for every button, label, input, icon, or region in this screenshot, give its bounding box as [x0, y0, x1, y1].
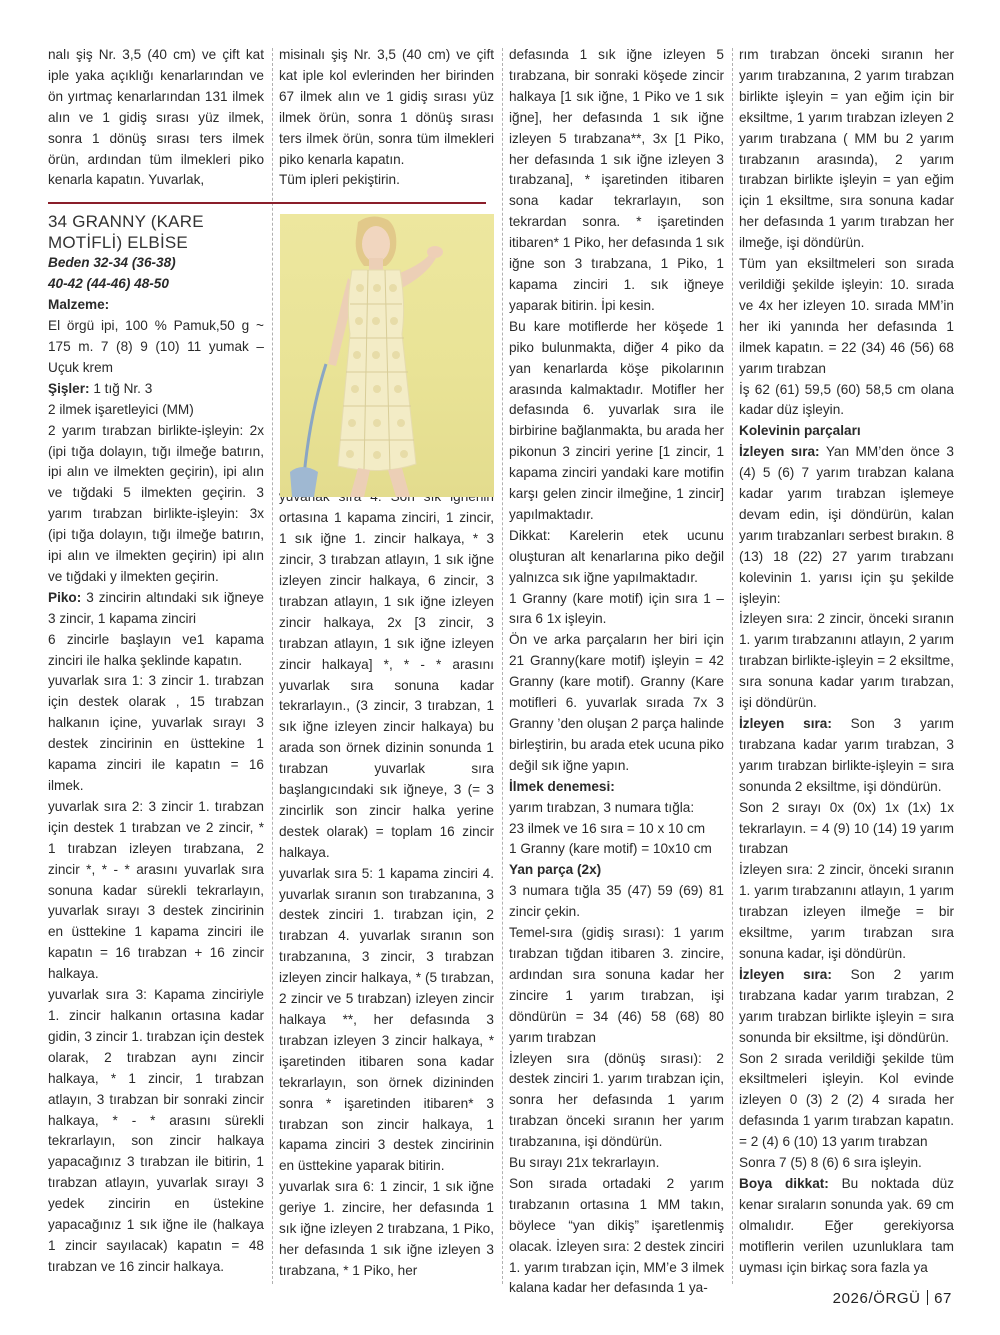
face-shape [362, 226, 390, 262]
column-separator [502, 48, 503, 1284]
intro-paragraph: nalı şiş Nr. 3,5 (40 cm) ve çift kat iple yaka açıklığı kenarlarından ve ön yırtmaç kenarlarından 131 ilmek alın ve 1 gidiş sırası yüz ilmek, sonra 1 dönüş sırası ters ilmek örün, ardından tüm ilmekleri piko kenarla kapatın. Yuvarlak, [48, 47, 264, 188]
column-separator [732, 48, 733, 1284]
decrease-continued: rım tırabzan önceki sıranın her yarım tırabzanına, 2 yarım tırabzan birlikte işleyin = yan eğim için bir eksiltme, 1 yarım tırabzan izleyen 2 yarım tırabzana ( MM bu 2 yarım tırabzanın arasında), 2 yarım tırabzan birlikte işleyin = yan eğim için 1 eksiltme, sıra sonuna kadar her defasında 1 yarım tırabzan her ilmeğe, işi döndürün. [739, 47, 954, 251]
side-piece-text-2: Temel-sıra (gidiş sırası): 1 yarım tırabzan tığdan itibaren 3. zincire, ardından sıra sonuna kadar her zincire 1 yarım tırabzan, işi döndürün = 34 (46) 58 (68) 80 yarım tırabzan [509, 925, 724, 1045]
folio-divider [927, 1290, 929, 1305]
granny-rounds-text: 1 Granny (kare motif) için sıra 1 – sıra 6 1x işleyin. [509, 590, 724, 627]
decrease-instructions: 2 yarım tırabzan birlikte-işleyin: 2x (ipi tığa dolayın, tığı ilmeğe batırın, ipi alın ve ilmekten geçirin), ipi alın ve tığdaki 5 ilmekten geçirin. 3 yarım tırabzan birlikte-işleyin: 3x (ipi tığa dolayın, tığı ilmeğe batırın, ipi alın ve ilmekten geçirin) ipi alın ve tığdaki y ilmekten geçirin. [48, 422, 264, 584]
side-piece-heading: Yan parça (2x) [509, 862, 602, 878]
page-number: 67 [934, 1290, 952, 1307]
armhole-decreases-text: Son 2 sırada verildiği şekilde tüm eksiltmeleri işleyin. Kol evinde izleyen 0 (3) 2 (2) 4 sırada her defasında 1 yarım tırabzan kapatın. = 2 (4) 6 (10) 13 yarım tırabzan [739, 1050, 954, 1150]
side-piece-text-1: 3 numara tığla 35 (47) 59 (69) 81 zincir çekin. [509, 883, 724, 920]
left-leg-shape [350, 468, 370, 497]
model-illustration [280, 214, 494, 497]
model-photo [280, 214, 494, 497]
straight-rows-text: Sonra 7 (5) 8 (6) 6 sıra işleyin. [739, 1155, 922, 1171]
ring-instructions: 6 zincirle başlayın ve1 kapama zinciri ile halka şeklinde kapatın. [48, 631, 264, 668]
armhole-row-4: İzleyen sıra: 2 zincir, önceki sıranın 1. yarım tırabzanını atlayın, 1 yarım tırabzan izleyen ilmeğe = bir eksiltme, yarım tırabzan sıra sonuna kadar, işi döndürün. [739, 862, 954, 961]
attention-note: Dikkat: Karelerin etek ucunu oluşturan alt kenarlarına piko değil yalnızca sık iğne yapılmaktadır. [509, 527, 724, 585]
round-2: yuvarlak sıra 2: 3 zincir 1. tırabzan için destek 1 tırabzan ve 2 zincir, * 1 tırabzan izleyen tırabzana, 2 zincir *, * - * arasını yuvarlak sıra sonuna kadar sürekli tekrarlayın, yuvarlak sırayı 3 destek zincirinin en üsttekine 1 kapama zinciri ile kapatın = 16 tırabzan + 16 zincir halkaya. [48, 798, 264, 982]
right-leg-shape [388, 468, 410, 497]
round-6-continued: defasında 1 sık iğne izleyen 5 tırabzana, bir sonraki köşede zincir halkaya [1 sık iğne, 1 Piko ve 1 sık iğne], her defasında 1 sık iğne izleyen 5 tırabzana**, 3x [1 Piko, her defasında 1 sık iğne izleyen 3 tırabzana], * işaretinden itibaren sona kadar tekrarlayın, son tekrardan sonra. * işaretinden itibaren* 1 Piko, her defasında 1 sık iğne son 3 tırabzana, 1 Piko, 1 kapama zinciri 1. sık iğneye yaparak bitirin. İpi kesin. [509, 47, 724, 313]
sizes-line-2: 40-42 (44-46) 48-50 [48, 276, 169, 292]
round-4: ortasına 1 kapama zinciri, 1 zincir, 1 sık iğne 1. zincir halkaya, * 3 zincir, 3 tırabzan atlayın, 1 sık iğne izleyen zincir halkaya, 6 zincir, 3 tırabzan atlayın, 1 sık iğne izleyen zincir halkaya, 2x [3 zincir, 3 tırabzan atlayın, 1 sık iğne izleyen zincir halkaya] *, * - * arasını yuvarlak sıra sonuna kadar tekrarlayın., (3 zincir, 3 tırabzan, 1 sık iğne izleyen zincir halkaya) bu arada son örnek dizinin sonunda 1 tırabzan yuvarlak sıra başlangıcındaki sık iğneye, 3 (= 3 zincirlik son zincir halka yerine destek olarak) = toplam 16 zincir halkaya. [279, 510, 494, 860]
column-4 [739, 45, 954, 1278]
secure-threads-text: Tüm ipleri pekiştirin. [279, 172, 400, 188]
gauge-line-1: yarım tırabzan, 3 numara tığla: [509, 799, 695, 815]
armhole-row-1: İzleyen sıra: Yan MM’den önce 3 (4) 5 (6) 7 yarım tırabzan kalana kadar yarım tırabzan işlemeye devam edin, işi döndürün, kalan yarım tırabzanları serbest bırakın. 8 (13) 18 (22) 27 yarım tırabzanı kolevinin 1. yarısı için şu şekilde işleyin: [739, 444, 954, 606]
round-6: yuvarlak sıra 6: 1 zincir, 1 sık iğne geriye 1. zincire, her defasında 1 sık iğne izleyen 2 tırabzana, 1 Piko, her defasında 1 sık iğne izleyen 3 tırabzana, * 1 Piko, her [279, 1179, 494, 1278]
side-decreases-text: Tüm yan eksiltmeleri son sırada verildiği şekilde işleyin: 10. sırada ve 4x her izleyen 10. sırada MM’in her iki yanında her defasında 1 ilmek kapatın. = 22 (34) 46 (56) 68 yarım tırabzan [739, 256, 954, 376]
column-separator [272, 48, 273, 1284]
front-back-text: Ön ve arka parçaların her biri için 21 Granny(kare motif) işleyin = 42 Granny (kare motif). Granny (Kare motifleri 6. yuvarlak sırada 7x 3 Granny ’den oluşan 2 parça halinde birleştirin, bu arada etek ucuna piko değil sık iğne yapın. [509, 632, 724, 773]
materials-heading: Malzeme: [48, 297, 110, 313]
round-3: yuvarlak sıra 3: Kapama zinciriyle 1. zincir halkanın ortasına kadar gidin, 3 zincir 1. tırabzan için destek olarak, 2 tırabzan aynı zincir halkaya, * 1 zincir, 1 tırabzan atlayın, 3 tırabzan bir sonraki zincir halkaya, * - * arasını sürekli tekrarlayın, son zincir halkaya yapacağınız 3 tırabzan ile bitirin, 1 tırabzan atlayın, yuvarlak sırayı 3 yedek zincirin en üstekine yapacağınız 1 sık iğne ile (halkaya 1 zincir sayılacak) kapatın = 48 tırabzan ve 16 zincir halkaya. [48, 987, 264, 1274]
side-piece-text-5: Son sırada ortadaki 2 yarım tırabzanın ortasına 1 MM takın, böylece “yan dikiş” işaretlenmiş olacak. İzleyen sıra: 2 destek zinciri 1. yarım tırabzan için, MM’e 3 ilmek kalana kadar her defasında 1 ya- [509, 1175, 724, 1296]
column-3 [509, 45, 724, 1299]
bag-strap-shape [304, 364, 326, 476]
needles-line: Şişler: 1 tığ Nr. 3 [48, 380, 153, 396]
straight-work-text: İş 62 (61) 59,5 (60) 58,5 cm olana kadar düz işleyin. [739, 381, 954, 418]
gauge-line-3: 1 Granny (kare motif) = 10x10 cm [509, 841, 712, 857]
armhole-row-3: İzleyen sıra: Son 3 yarım tırabzana kadar yarım tırabzan, 3 yarım tırabzan birlikte-işleyin = sıra sonunda 2 eksiltme, işi döndürün. [739, 716, 955, 794]
side-piece-text-4: Bu sırayı 21x tekrarlayın. [509, 1155, 660, 1171]
armhole-row-2: İzleyen sıra: 2 zincir, önceki sıranın 1. yarım tırabzanını atlayın, 2 yarım tırabzan birlikte-işleyin = 2 eksiltme, sıra sonuna kadar yarım tırabzan, işi döndürün. [739, 611, 954, 711]
materials-text: El örgü ipi, 100 % Pamuk,50 g ~ 175 m. 7 (8) 9 (10) 11 yumak – Uçuk krem [48, 318, 264, 375]
pattern-title: 34 GRANNY (KARE MOTİFLİ) ELBİSE [48, 212, 204, 253]
motif-join-text: Bu kare motiflerde her köşede 1 piko bulunmakta, diğer 4 piko da yan kenarlarda köşe pikolarının arasında kalmaktadır. Motifler her defasında 6. yuvarlak sıra ile birbirine bağlanmakta, bu arada her pikonun 3 zinciri yerine [1 zincir, 1 kapama zinciri yandaki kare motifin karşı gelen zincir ilmeğine, 1 zincir] yapılmaktadır. [509, 318, 724, 522]
piko-instructions: Piko: 3 zincirin altındaki sık iğneye 3 zincir, 1 kapama zinciri [48, 589, 264, 626]
length-note: Boya dikkat: Bu noktada düz kenar sıraların sonunda yak. 69 cm olmalıdır. Eğer gerekiyorsa motiflerin verilen uzunluklara tam uyması için birkaç sora fazla ya [739, 1175, 954, 1275]
armhole-heading: Kolevinin parçaları [739, 423, 861, 439]
sleeve-edge-text: misinalı şiş Nr. 3,5 (40 cm) ve çift kat iple kol evlerinden her birinden 67 ilmek alın ve 1 gidiş sırası yüz ilmek örün, sonra 1 dönüş sırası ters ilmek örün, sonra tüm ilmekleri piko kenarla kapatın. [279, 47, 494, 167]
round-5: yuvarlak sıra 5: 1 kapama zinciri 4. yuvarlak sıranın son tırabzanına, 3 destek zinciri 1. tırabzan için, 2 tırabzan 4. yuvarlak sıranın son tırabzanına, 3 zincir, 3 tırabzan izleyen zincir halkaya, * (5 tırabzan, 2 zincir ve 5 tırabzan) izleyen zincir halkaya **, her defasında 3 tırabzan izleyen 3 zincir halkaya, * işaretinden itibaren sona kadar tekrarlayın, son örnek dizininden sonra * işaretinden itibaren* 3 tırabzan son zincir halkaya, 1 kapama zinciri 3 destek zincirinin en üsttekine yaparak bitirin. [279, 865, 494, 1174]
markers-line: 2 ilmek işaretleyici (MM) [48, 401, 194, 417]
issue-label: 2026/ÖRGÜ [832, 1290, 921, 1307]
gauge-heading: İlmek denemesi: [509, 778, 615, 794]
repeat-rows-text: Son 2 sırayı 0x (0x) 1x (1x) 1x tekrarlayın. = 4 (9) 10 (14) 19 yarım tırabzan [739, 799, 954, 857]
page-folio [833, 1290, 952, 1307]
armhole-row-5: İzleyen sıra: Son 2 yarım tırabzana kadar yarım tırabzan, 2 yarım tırabzan birlikte işleyin = sıra sonunda bir eksiltme, işi döndürün. [739, 966, 955, 1045]
hand-shape [427, 246, 443, 258]
column-1 [48, 45, 264, 1278]
round-1: yuvarlak sıra 1: 3 zincir 1. tırabzan için destek olarak , 15 tırabzan halkanın içine, yuvarlak sırayı 3 destek zincirinin en üsttekine 1 kapama zinciri ile kapatın = 16 ilmek. [48, 673, 264, 793]
sizes-line-1: Beden 32-34 (36-38) [48, 255, 176, 271]
side-piece-text-3: İzleyen sıra (dönüş sırası): 2 destek zinciri 1. yarım tırabzan için, sonra her defasında 1 yarım tırabzan önceki sıranın her yarım tırabzanına, işi döndürün. [509, 1050, 724, 1150]
bag-shape [290, 467, 318, 497]
gauge-line-2: 23 ilmek ve 16 sıra = 10 x 10 cm [509, 820, 706, 836]
